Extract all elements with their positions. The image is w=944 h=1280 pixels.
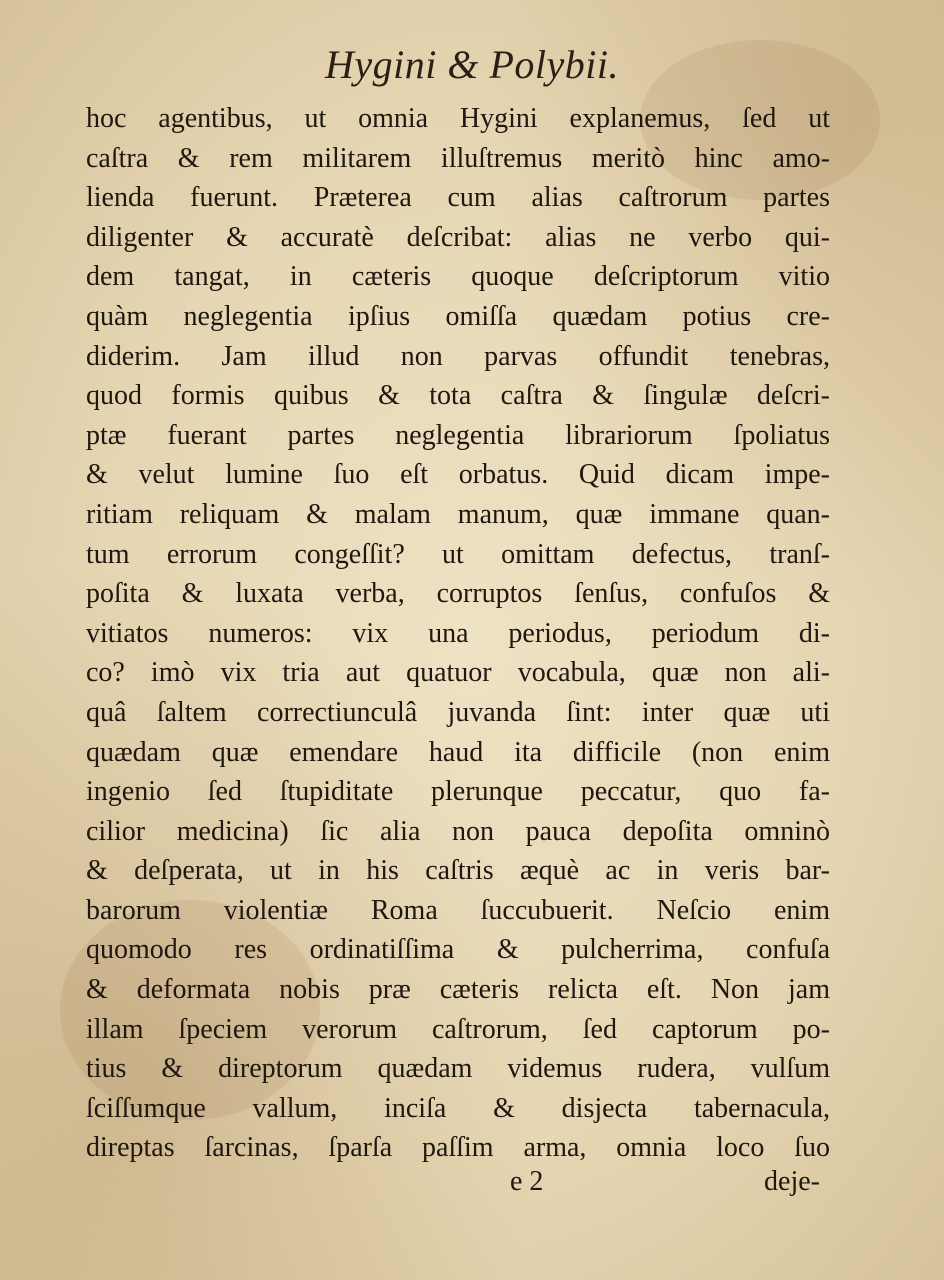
text-line: ſciſſumque vallum, inciſa & disjecta tabernacula, [86,1092,830,1124]
text-line: quâ ſaltem correctiunculâ juvanda ſint: inter quæ uti [86,696,830,728]
text-line: caſtra & rem militarem illuſtremus meritò hinc amo- [86,142,830,174]
text-line: quàm neglegentia ipſius omiſſa quædam potius cre- [86,300,830,332]
text-line: co? imò vix tria aut quatuor vocabula, quæ non ali- [86,657,830,689]
text-line: ingenio ſed ſtupiditate plerunque peccatur, quo fa- [86,776,830,808]
text-line: diderim. Jam illud non parvas offundit tenebras, [86,340,830,372]
text-line: poſita & luxata verba, corruptos ſenſus, confuſos & [86,578,830,610]
text-line: ptæ fuerant partes neglegentia librariorum ſpoliatus [86,419,830,451]
text-line: lienda fuerunt. Præterea cum alias caſtrorum partes [86,182,830,214]
text-line: tum errorum congeſſit? ut omittam defectus, tranſ- [86,538,830,570]
text-line: cilior medicina) ſic alia non pauca depoſita omninò [86,815,830,847]
text-line: quod formis quibus & tota caſtra & ſingulæ deſcri- [86,380,830,412]
text-line: & deformata nobis præ cæteris relicta eſt. Non jam [86,974,830,1006]
text-line: vitiatos numeros: vix una periodus, periodum di- [86,617,830,649]
text-line: diligenter & accuratè deſcribat: alias ne verbo qui- [86,221,830,253]
page-footer [86,1162,830,1202]
text-line: tius & direptorum quædam videmus rudera, vulſum [86,1053,830,1085]
text-line: quomodo res ordinatiſſima & pulcherrima, confuſa [86,934,830,966]
running-head: Hygini & Polybii. [324,42,619,87]
text-line: direptas ſarcinas, ſparſa paſſim arma, omnia loco ſuo [86,1132,830,1164]
catchword: deje- [764,1166,820,1197]
text-line: quædam quæ emendare haud ita difficile (non enim [86,736,830,768]
text-line: & deſperata, ut in his caſtris æquè ac in veris bar- [86,855,830,887]
text-line: & velut lumine ſuo eſt orbatus. Quid dicam impe- [86,459,830,491]
body-text [86,99,830,1168]
text-line: barorum violentiæ Roma ſuccubuerit. Neſcio enim [86,894,830,926]
text-line: ritiam reliquam & malam manum, quæ immane quan- [86,498,830,530]
text-line: hoc agentibus, ut omnia Hygini explanemus, ſed ut [86,103,830,134]
text-line: illam ſpeciem verorum caſtrorum, ſed captorum po- [86,1013,830,1045]
signature-mark: e 2 [510,1166,544,1197]
text-line: dem tangat, in cæteris quoque deſcriptorum vitio [86,261,830,293]
